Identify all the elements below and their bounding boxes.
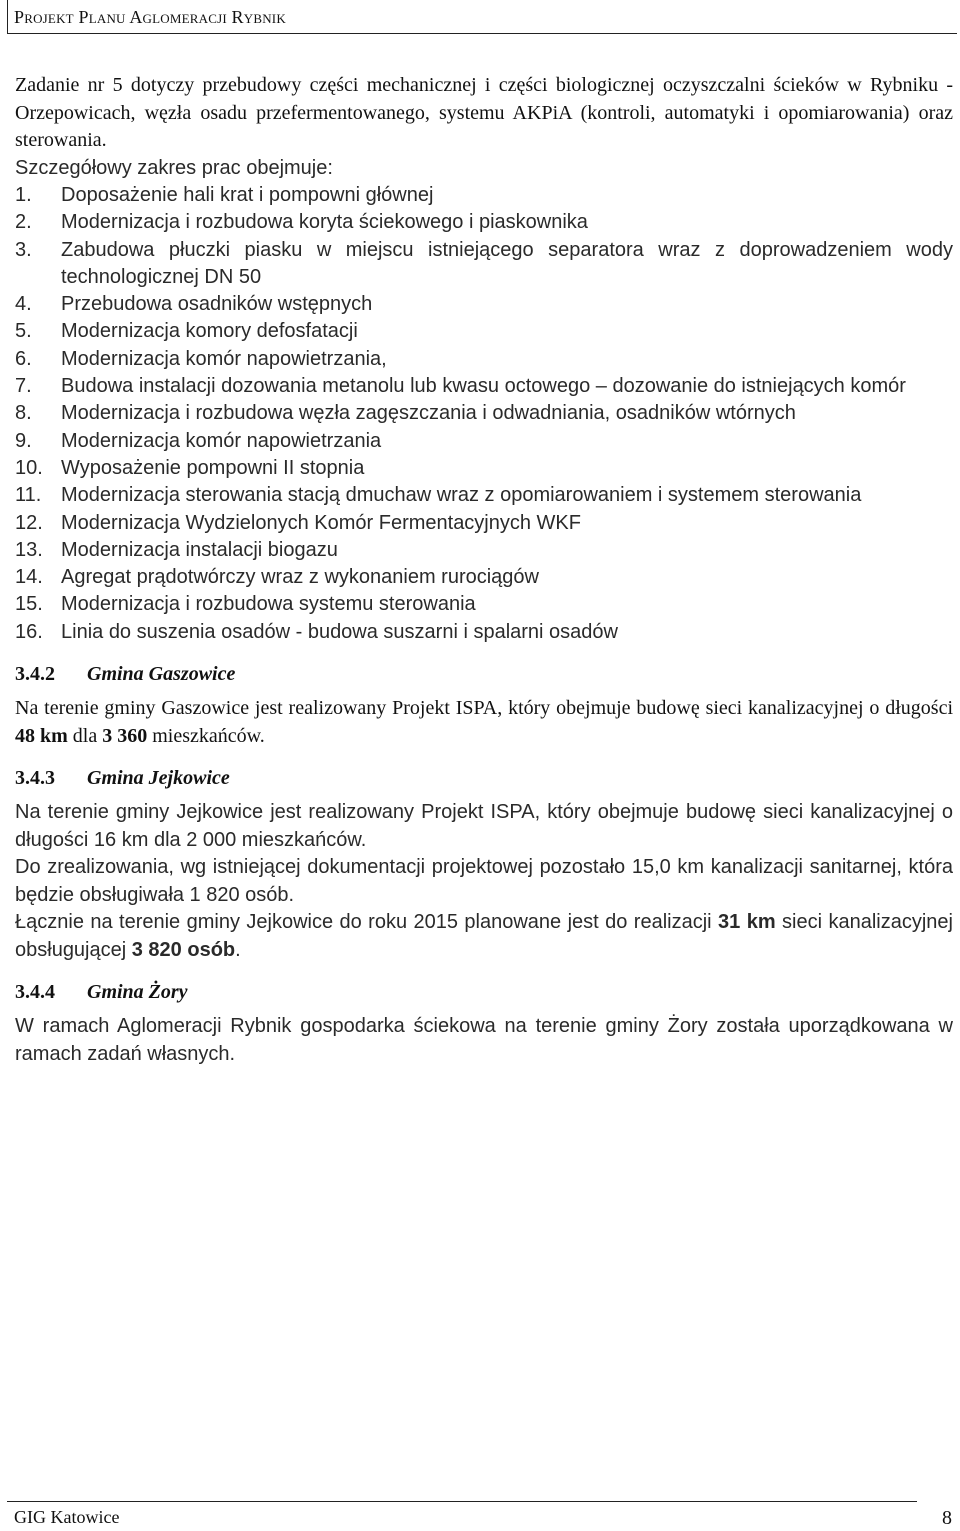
list-item [15,400,953,427]
list-item-number: 14. [15,566,43,589]
list-item [15,428,953,455]
list-item-number: 15. [15,593,43,616]
gaszowice-paragraph [15,695,953,750]
section-title: Gmina Żory [87,981,188,1004]
section-heading-gaszowice [15,662,953,686]
list-item-number: 12. [15,511,43,534]
list-item-text: Modernizacja komór napowietrzania [61,429,382,452]
list-item-text: Modernizacja sterowania stacją dmuchaw wraz z opomiarowaniem i systemem sterowania [61,484,862,507]
page-footer [0,1499,960,1531]
header-title: Projekt Planu Aglomeracji Rybnik [14,7,286,27]
list-item-number: 5. [15,320,32,343]
list-item [15,564,953,591]
text-run: Na terenie gminy Gaszowice jest realizowany Projekt ISPA, który obejmuje budowę sieci kanalizacyjnej o długości [15,697,953,720]
list-item-number: 9. [15,429,32,452]
section-number: 3.4.2 [15,663,55,686]
list-item-number: 6. [15,347,32,370]
jejkowice-paragraph-3 [15,909,953,964]
text-run: sieci kanalizacyjnej obsługującej [15,911,953,961]
list-item [15,182,953,209]
text-run: Łącznie na terenie gminy Jejkowice do roku 2015 planowane jest do realizacji [15,911,719,934]
list-item-text: Modernizacja instalacji biogazu [61,538,338,561]
list-item [15,455,953,482]
text-run: . [235,938,241,961]
bold-text: 31 km [718,911,776,934]
list-item [15,619,953,646]
list-item-text: Modernizacja Wydzielonych Komór Fermentacyjnych WKF [61,511,581,534]
list-item-number: 10. [15,456,43,479]
list-item [15,346,953,373]
list-item-number: 7. [15,375,32,398]
list-item [15,318,953,345]
list-item-number: 4. [15,293,32,316]
list-item-text: Modernizacja i rozbudowa koryta ściekowego i piaskownika [61,211,588,234]
section-heading-zory [15,980,953,1004]
list-item-number: 2. [15,211,32,234]
list-item [15,209,953,236]
list-item-text: Modernizacja i rozbudowa węzła zagęszczania i odwadniania, osadników wtórnych [61,402,796,425]
section-heading-jejkowice [15,766,953,790]
list-item [15,591,953,618]
list-item-text: Linia do suszenia osadów - budowa suszarni i spalarni osadów [61,620,618,643]
list-item-text: Modernizacja komory defosfatacji [61,320,358,343]
intro-paragraph: Zadanie nr 5 dotyczy przebudowy części mechanicznej i części biologicznej oczyszczalni ścieków w Rybniku - Orzepowicach, węzła osadu przefermentowanego, systemu AKPiA (kontroli, automatyki i opomiarowania) oraz sterowania. [15,74,953,151]
list-item-text: Wyposażenie pompowni II stopnia [61,456,365,479]
list-item [15,537,953,564]
section-number: 3.4.3 [15,767,55,790]
list-item-number: 1. [15,184,32,206]
list-item-text: Modernizacja i rozbudowa systemu sterowania [61,593,476,616]
page-header [0,0,960,35]
zory-paragraph: W ramach Aglomeracji Rybnik gospodarka ściekowa na terenie gminy Żory została uporządkowana w ramach zadań własnych. [15,1015,953,1065]
bold-text: 3 820 osób [131,938,236,961]
section-number: 3.4.4 [15,981,55,1004]
page-number: 8 [942,1507,952,1529]
list-item-text: Przebudowa osadników wstępnych [61,293,373,316]
list-item-number: 11. [15,484,42,507]
list-item-text: Budowa instalacji dozowania metanolu lub kwasu octowego – dozowanie do istniejących komór [61,375,906,398]
list-item-number: 3. [15,238,32,261]
list-item-text: Doposażenie hali krat i pompowni głównej [61,184,434,206]
list-item-text: Agregat prądotwórczy wraz z wykonaniem rurociągów [61,566,539,589]
text-run: dla [67,724,103,747]
list-item [15,510,953,537]
jejkowice-paragraph-2: Do zrealizowania, wg istniejącej dokumentacji projektowej pozostało 15,0 km kanalizacji sanitarnej, która będzie obsługiwała 1 820 osób. [15,856,953,906]
footer-rule [7,1501,917,1502]
bold-text: 48 km [15,724,68,747]
jejkowice-paragraph-1: Na terenie gminy Jejkowice jest realizowany Projekt ISPA, który obejmuje budowę sieci kanalizacyjnej o długości 16 km dla 2 000 mieszkańców. [15,801,953,851]
scope-paragraph: Szczegółowy zakres prac obejmuje: [15,156,333,179]
list-item [15,237,953,292]
list-item [15,373,953,400]
task-list [15,182,953,646]
list-item [15,482,953,509]
list-item-number: 8. [15,402,32,425]
list-item-text: Zabudowa płuczki piasku w miejscu istniejącego separatora wraz z doprowadzeniem wody technologicznej DN 50 [61,238,953,288]
list-item-text: Modernizacja komór napowietrzania, [61,347,387,370]
document-body [15,72,953,1068]
list-item [15,291,953,318]
list-item-number: 16. [15,620,43,643]
section-title: Gmina Gaszowice [87,663,236,686]
text-run: mieszkańców. [147,724,265,747]
footer-publisher: GIG Katowice [14,1507,120,1527]
section-title: Gmina Jejkowice [87,767,230,790]
list-item-number: 13. [15,538,43,561]
bold-text: 3 360 [102,724,148,747]
